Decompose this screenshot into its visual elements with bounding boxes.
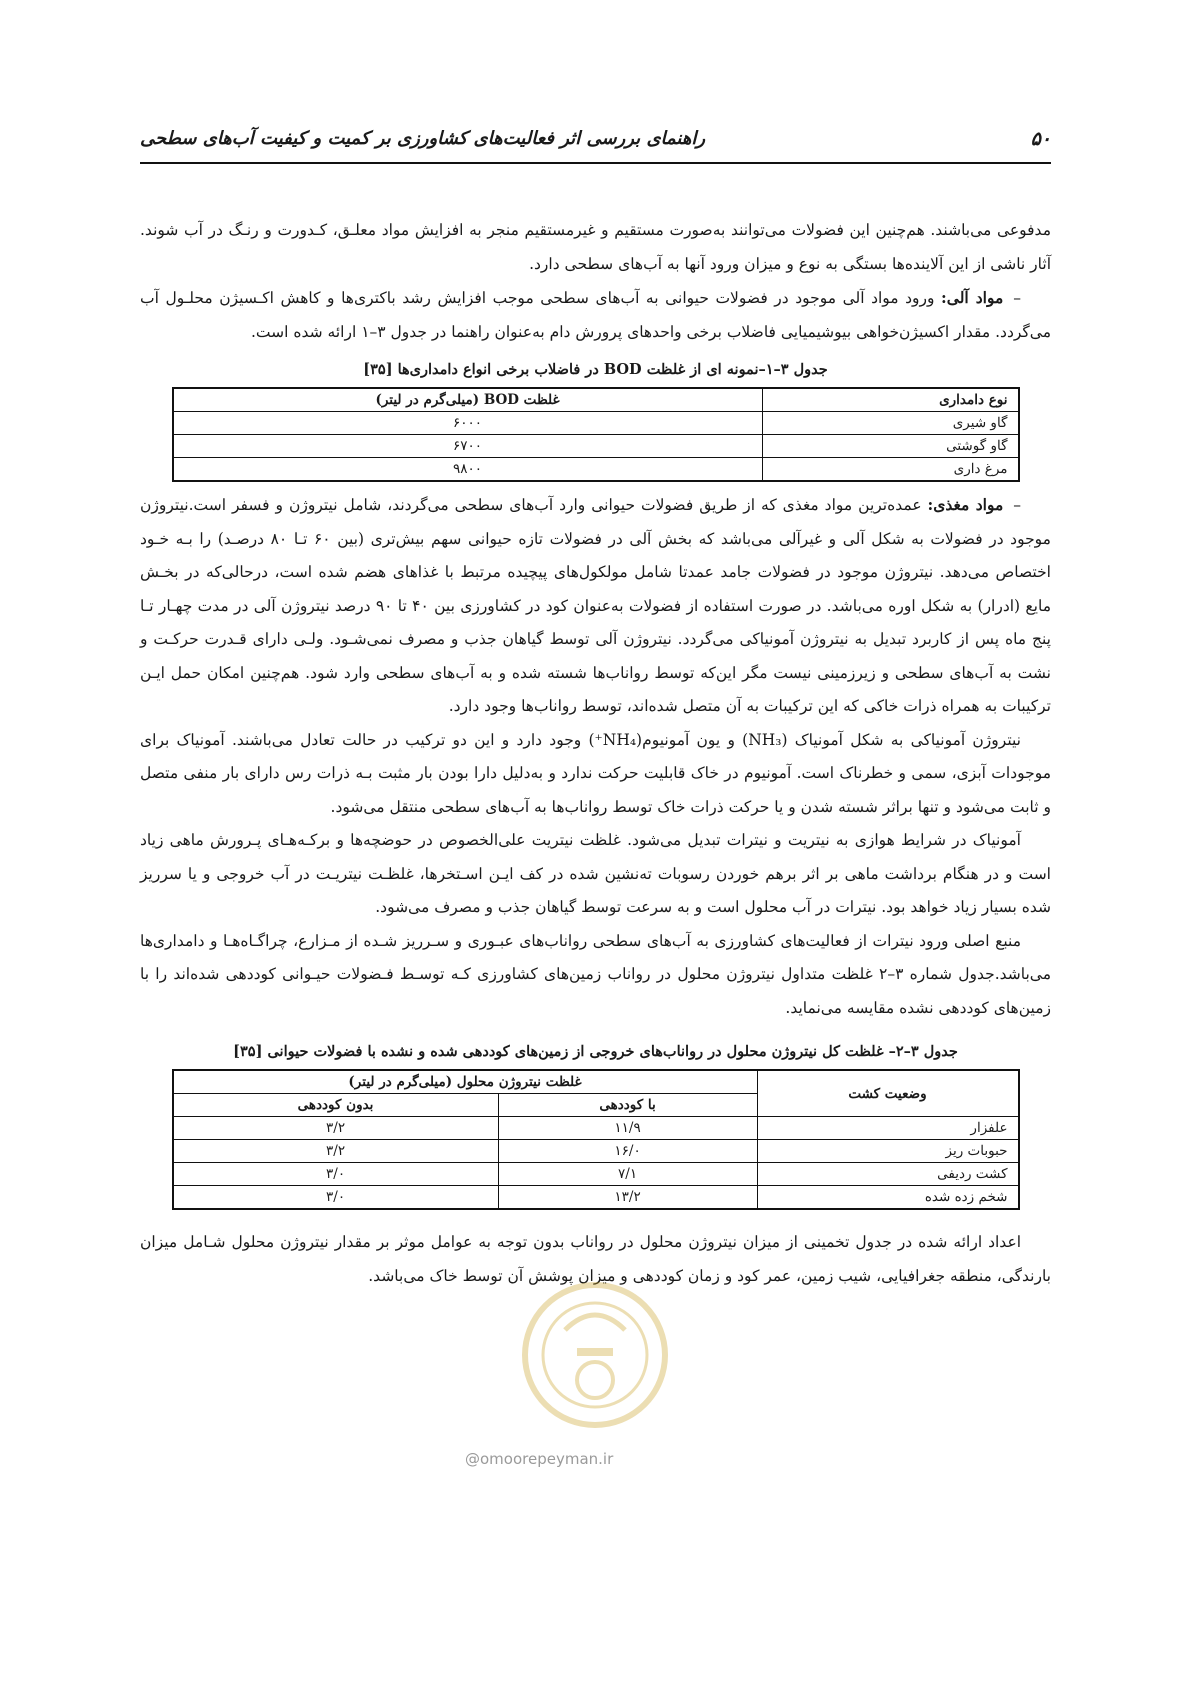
table-cell: شخم زده شده bbox=[757, 1186, 1019, 1210]
term-nutrients: مواد مغذی: bbox=[927, 495, 1004, 514]
table-row bbox=[173, 1117, 1019, 1140]
table-bod bbox=[172, 387, 1020, 482]
table-cell: گاو شیری bbox=[762, 412, 1019, 435]
body-text bbox=[140, 214, 1051, 1293]
paragraph-estimate: اعداد ارائه شده در جدول تخمینی از میزان نیتروژن محلول در رواناب بدون توجه به عوامل موثر بر مقدار نیتروژن محلول شـامل میزان بارندگی، منطقه جغرافیایی، شیب زمین، عمر کود و زمان کوددهی و میزان پوشش آن توسط خاک می‌باشد. bbox=[140, 1233, 1051, 1285]
table-cell: کشت ردیفی bbox=[757, 1163, 1019, 1186]
watermark-text: @omoorepeyman.ir bbox=[465, 1450, 614, 1468]
table-cell: حبوبات ریز bbox=[757, 1140, 1019, 1163]
term-organic: مواد آلی: bbox=[941, 288, 1004, 307]
table-header-cell: وضعیت کشت bbox=[757, 1070, 1019, 1117]
paragraph-nitrate-source: منبع اصلی ورود نیترات از فعالیت‌های کشاورزی به آب‌های سطحی رواناب‌های عبـوری و سـرریز شـده از مـزارع، چراگـاه‌هـا و دامداری‌ها می‌باشد.جدول شماره ۳–۲ غلظت متداول نیتروژن محلول در رواناب زمین‌های کشاورزی کـه توسـط فـضولات حیـوانی کوددهی شده‌اند را با زمین‌های کوددهی نشده مقایسه می‌نماید. bbox=[140, 931, 1051, 1017]
table-row bbox=[173, 1140, 1019, 1163]
table-cell: ۳/۰ bbox=[173, 1163, 499, 1186]
table-header-cell: با کوددهی bbox=[498, 1094, 757, 1117]
table-cell: ۶۷۰۰ bbox=[173, 435, 763, 458]
table-cell: ۷/۱ bbox=[498, 1163, 757, 1186]
table-header-cell: غلظت نیتروژن محلول (میلی‌گرم در لیتر) bbox=[173, 1070, 758, 1094]
table-row bbox=[173, 435, 1019, 458]
table-cell: ۳/۲ bbox=[173, 1140, 499, 1163]
dash-bullet: – bbox=[1013, 289, 1022, 307]
table-header-cell: نوع دامداری bbox=[762, 388, 1019, 412]
table-cell: ۳/۲ bbox=[173, 1117, 499, 1140]
dash-bullet: – bbox=[1013, 496, 1022, 514]
table-cell: ۳/۰ bbox=[173, 1186, 499, 1210]
table-cell: علفزار bbox=[757, 1117, 1019, 1140]
table-row bbox=[173, 1163, 1019, 1186]
table-cell: گاو گوشتی bbox=[762, 435, 1019, 458]
table-row bbox=[173, 1186, 1019, 1210]
table-header-cell: غلظت BOD (میلی‌گرم در لیتر) bbox=[173, 388, 763, 412]
table-row bbox=[173, 412, 1019, 435]
paragraph-1: مدفوعی می‌باشند. هم‌چنین این فضولات می‌توانند به‌صورت مستقیم و غیرمستقیم منجر به افزایش مواد معلـق، کـدورت و رنـگ در آب شوند. آثار ناشی از این آلاینده‌ها بستگی به نوع و میزان ورود آنها به آب‌های سطحی دارد. bbox=[140, 221, 1051, 273]
table-header-row bbox=[173, 1070, 1019, 1094]
table-row bbox=[173, 458, 1019, 482]
table1-caption: جدول ۳–۱–نمونه ای از غلظت BOD در فاضلاب برخی انواع دامداری‌ها [۳۵] bbox=[363, 361, 828, 378]
running-title: راهنمای بررسی اثر فعالیت‌های کشاورزی بر کمیت و کیفیت آب‌های سطحی bbox=[140, 128, 706, 149]
table-cell: ۹۸۰۰ bbox=[173, 458, 763, 482]
paragraph-organic bbox=[140, 281, 1051, 349]
page-header bbox=[140, 128, 1051, 160]
table-nitrogen bbox=[172, 1069, 1020, 1210]
table-cell: ۱۳/۲ bbox=[498, 1186, 757, 1210]
table-header-cell: بدون کوددهی bbox=[173, 1094, 499, 1117]
page-number: ۵۰ bbox=[1030, 128, 1051, 150]
organic-text: ورود مواد آلی موجود در فضولات حیوانی به آب‌های سطحی موجب افزایش رشد باکتری‌ها و کاهش اکـسیژن محلـول آب می‌گردد. مقدار اکسیژن‌خواهی بیوشیمیایی فاضلاب برخی واحدهای پرورش دام به‌عنوان راهنما در جدول ۳–۱ ارائه شده است. bbox=[140, 289, 1051, 341]
paragraph-ammonia: نیتروژن آمونیاکی به شکل آمونیاک (NH₃) و یون آمونیوم(NH₄⁺) وجود دارد و این دو ترکیب در حالت تعادل می‌باشند. آمونیاک برای موجودات آبزی، سمی و خطرناک است. آمونیوم در خاک قابلیت حرکت ندارد و به‌دلیل دارا بودن بار مثبت بـه ذرات رس دارای بار منفی متصل و ثابت می‌شود و تنها براثر شسته شدن و یا حرکت ذرات خاک توسط رواناب‌ها به آب‌های سطحی منتقل می‌شود. bbox=[140, 730, 1051, 816]
nutrients-text: عمده‌ترین مواد مغذی که از طریق فضولات حیوانی وارد آب‌های سطحی می‌گردند، شامل نیتروژن و فسفر است.نیتروژن موجود در فضولات به شکل آلی و غیرآلی می‌باشد که بخش آلی در فضولات تازه حیوانی سهم بیش‌تری (بین ۶۰ تـا ۸۰ درصـد) را بـه خـود اختصاص می‌دهد. نیتروژن موجود در فضولات جامد عمدتا شامل مولکول‌های پیچیده مرتبط با غذاهای هضم شده است، درحالی‌که در بخـش مایع (ادرار) به شکل اوره می‌باشد. در صورت استفاده از فضولات به‌عنوان کود در کشاورزی بین ۴۰ تا ۹۰ درصد نیتروژن آلی در مدت چهـار تـا پنج ماه پس از کاربرد تبدیل به نیتروژن آمونیاکی می‌گردد. نیتروژن آلی توسط گیاهان جذب و مصرف نمی‌شـود. ولـی دارای قـدرت حرکـت و نشت به آب‌های سطحی و زیرزمینی نیست مگر این‌که توسط رواناب‌ها شسته شده و به آب‌های سطحی وارد شود. هم‌چنین امکان حمل ایـن ترکیبات به همراه ذرات خاکی که این ترکیبات به آن متصل شده‌اند، توسط رواناب‌ها وجود دارد. bbox=[140, 496, 1051, 715]
table-cell: مرغ داری bbox=[762, 458, 1019, 482]
header-rule bbox=[140, 162, 1051, 164]
table-header-row bbox=[173, 388, 1019, 412]
table-cell: ۱۶/۰ bbox=[498, 1140, 757, 1163]
table-cell: ۶۰۰۰ bbox=[173, 412, 763, 435]
paragraph-nitrite: آمونیاک در شرایط هوازی به نیتریت و نیترات تبدیل می‌شود. غلظت نیتریت علی‌الخصوص در حوضچه‌ها و برکـه‌هـای پـرورش ماهی زیاد است و در هنگام برداشت ماهی بر اثر برهم خوردن رسوبات ته‌نشین شده در کف ایـن اسـتخرها، غلظـت نیتریـت در آب خروجی و یا سرریز شده بسیار زیاد خواهد بود. نیترات در آب محلول است و به سرعت توسط گیاهان جذب و مصرف می‌شود. bbox=[140, 831, 1051, 916]
paragraph-nutrients bbox=[140, 488, 1051, 724]
table-cell: ۱۱/۹ bbox=[498, 1117, 757, 1140]
table2-caption: جدول ۳–۲– غلظت کل نیتروژن محلول در رواناب‌های خروجی از زمین‌های کوددهی شده و نشده با فضولات حیوانی [۳۵] bbox=[233, 1043, 958, 1060]
